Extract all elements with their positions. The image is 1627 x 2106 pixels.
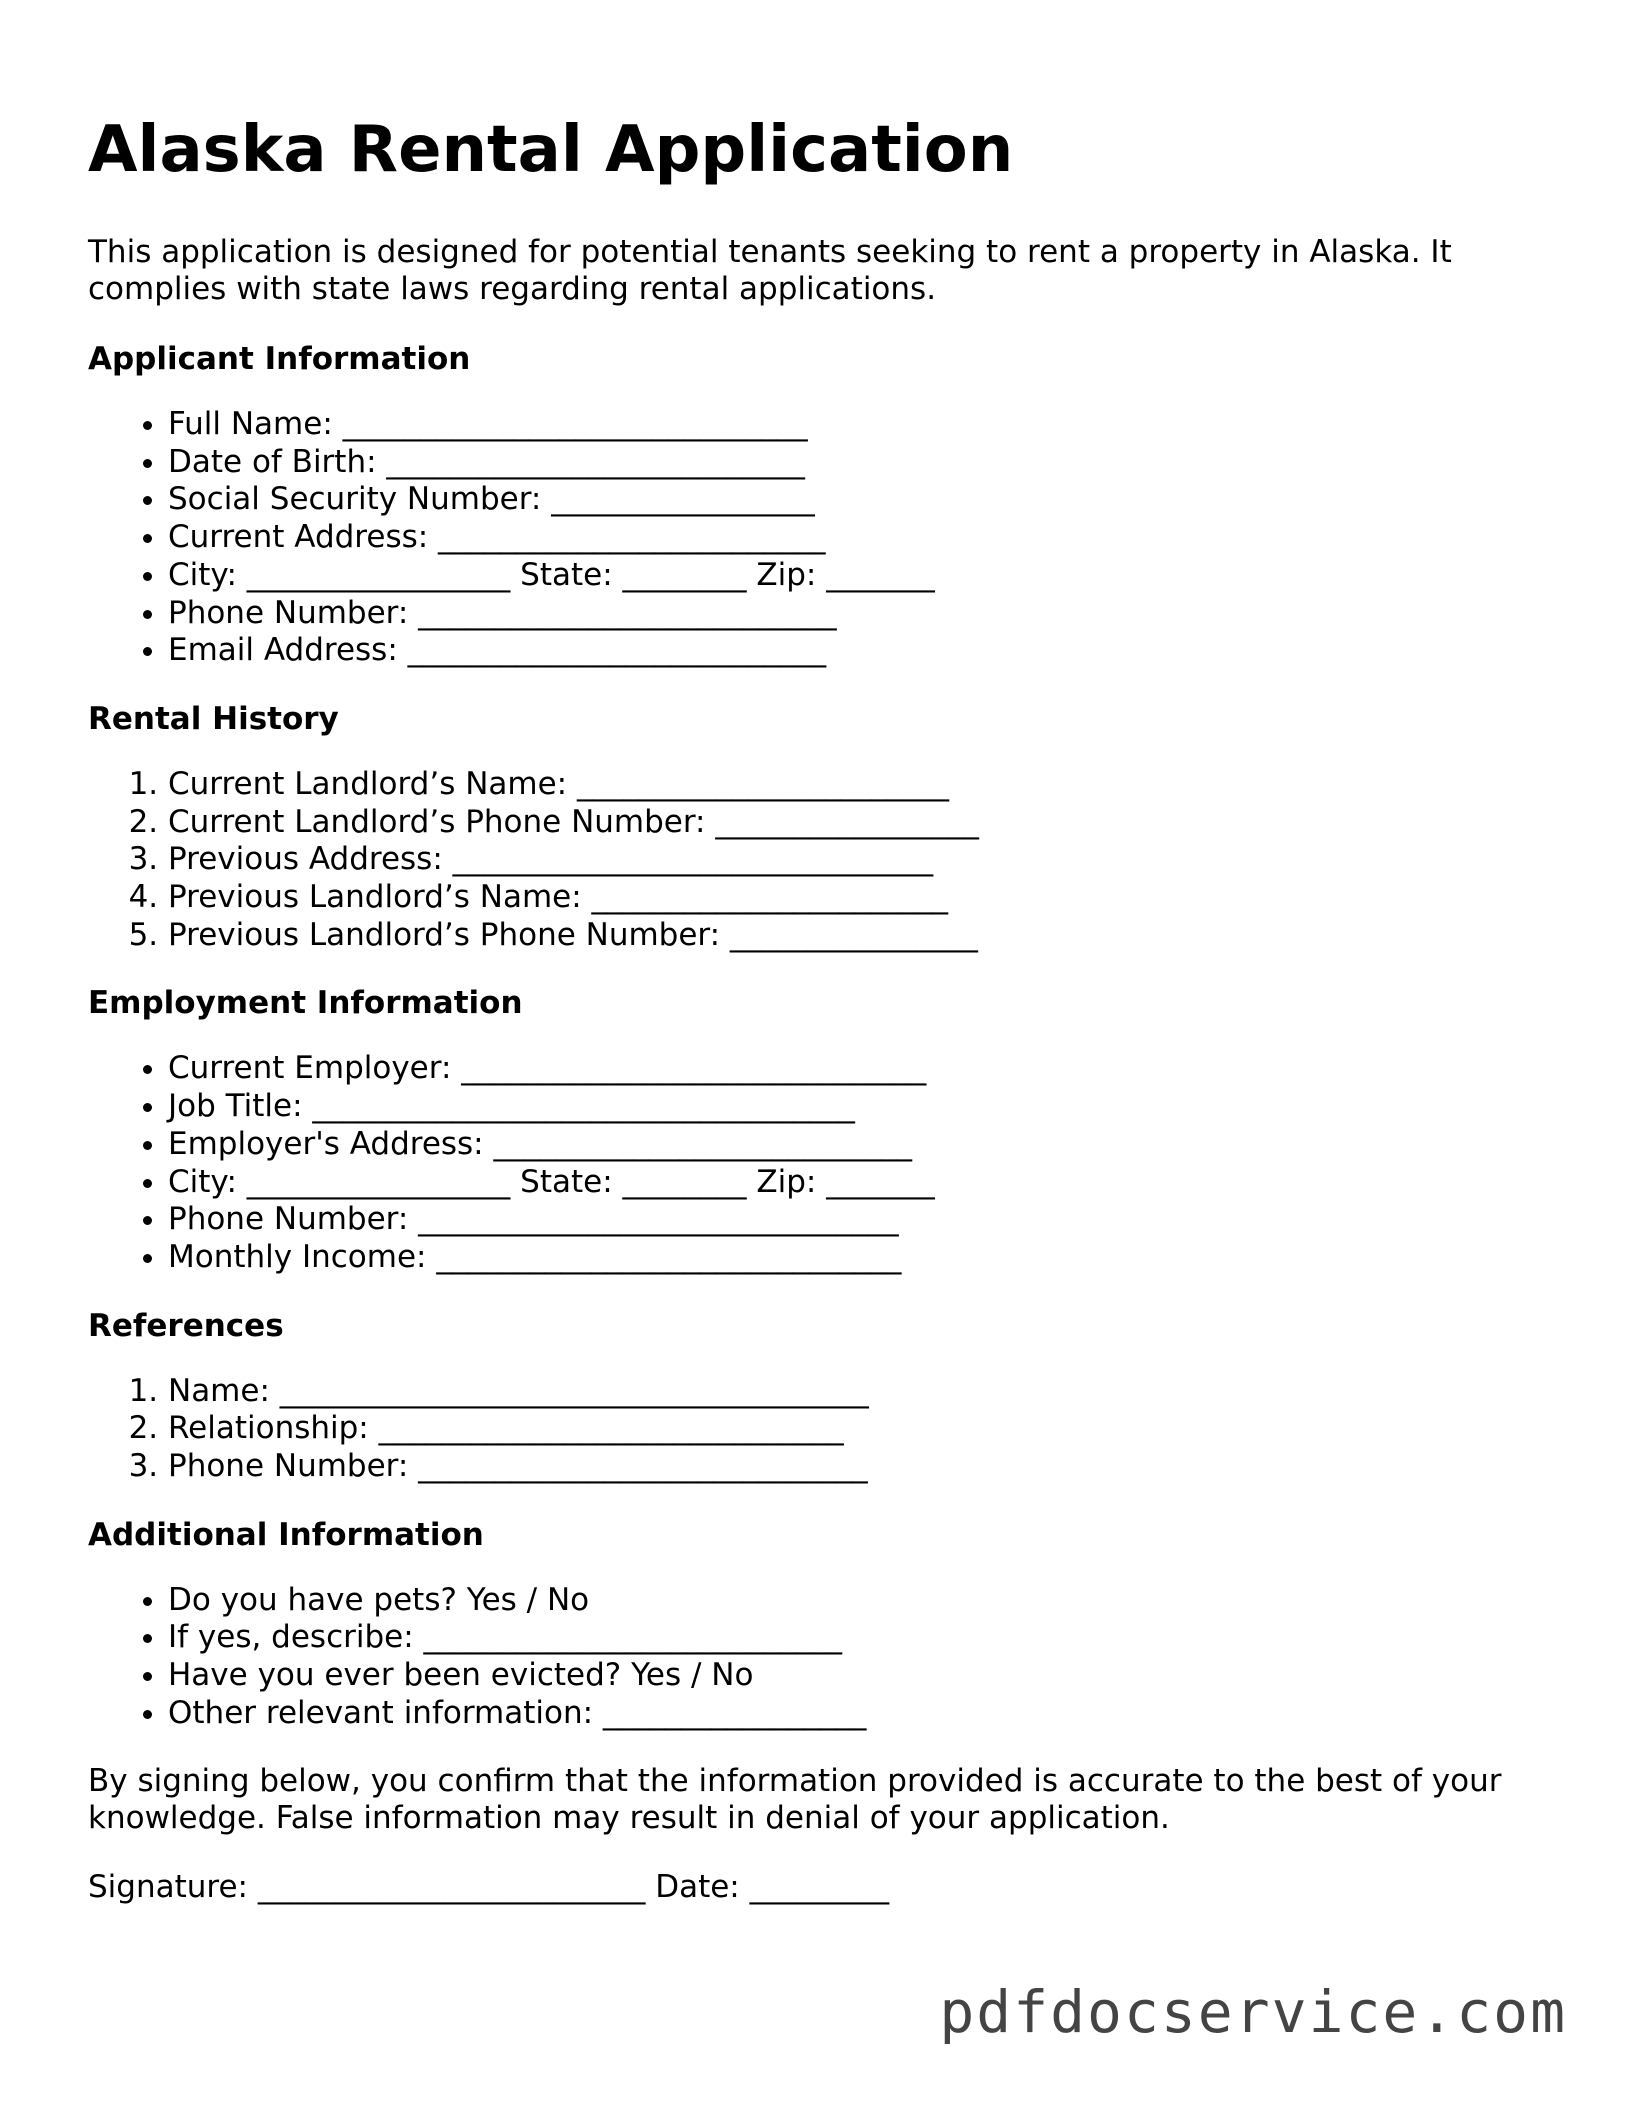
closing-paragraph: By signing below, you confirm that the information provided is accurate to the best of your knowledge. False information may result in denial of your application. [88,1762,1502,1836]
field-employer-phone[interactable]: • Phone Number: _______________________________ [168,1201,1568,1239]
field-job-title[interactable]: • Job Title: ___________________________________ [168,1088,1568,1126]
field-email-address[interactable]: • Email Address: ___________________________ [168,632,1568,670]
section-heading-references: References [88,1307,284,1344]
field-monthly-income[interactable]: • Monthly Income: ______________________________ [168,1239,1568,1277]
field-phone-number[interactable]: • Phone Number: ___________________________ [168,595,1568,633]
field-pets-describe[interactable]: • If yes, describe: ___________________________ [168,1619,1568,1657]
field-date-of-birth[interactable]: • Date of Birth: ___________________________ [168,444,1568,482]
employment-list [88,1050,1568,1276]
section-heading-applicant: Applicant Information [88,341,471,377]
watermark: pdfdocservice.com [939,1978,1567,2046]
field-pets[interactable]: • Do you have pets? Yes / No [168,1582,1568,1620]
field-previous-landlord-phone[interactable]: 5. Previous Landlord’s Phone Number: ________________ [168,917,1568,955]
page-title: Alaska Rental Application [88,113,1014,187]
field-reference-name[interactable]: 1. Name: ______________________________________ [168,1373,1568,1411]
field-other-info[interactable]: • Other relevant information: _________________ [168,1695,1568,1733]
field-current-address[interactable]: • Current Address: _________________________ [168,519,1568,557]
signature-date-line[interactable]: Signature: _________________________ Date: _________ [88,1868,890,1905]
field-employer-city-state-zip[interactable]: • City: _________________ State: ________ Zip: _______ [168,1164,1568,1202]
field-city-state-zip[interactable]: • City: _________________ State: ________ Zip: _______ [168,557,1568,595]
field-full-name[interactable]: • Full Name: ______________________________ [168,406,1568,444]
section-heading-rental-history: Rental History [88,700,339,737]
field-current-employer[interactable]: • Current Employer: ______________________________ [168,1050,1568,1088]
field-reference-relationship[interactable]: 2. Relationship: ______________________________ [168,1410,1568,1448]
field-employer-address[interactable]: • Employer's Address: ___________________________ [168,1126,1568,1164]
field-reference-phone[interactable]: 3. Phone Number: _____________________________ [168,1448,1568,1486]
document-page [88,108,1568,1906]
intro-paragraph: This application is designed for potential tenants seeking to rent a property in Alaska. It complies with state laws regarding rental applications. [88,234,1452,307]
applicant-list [88,406,1568,670]
field-ssn[interactable]: • Social Security Number: _________________ [168,481,1568,519]
field-current-landlord-name[interactable]: 1. Current Landlord’s Name: ________________________ [168,766,1568,804]
rental-history-list [88,766,1568,955]
references-list [88,1373,1568,1486]
section-heading-additional: Additional Information [88,1516,484,1553]
field-current-landlord-phone[interactable]: 2. Current Landlord’s Phone Number: _________________ [168,804,1568,842]
field-previous-landlord-name[interactable]: 4. Previous Landlord’s Name: _______________________ [168,879,1568,917]
field-evicted[interactable]: • Have you ever been evicted? Yes / No [168,1657,1568,1695]
field-previous-address[interactable]: 3. Previous Address: _______________________________ [168,841,1568,879]
additional-list [88,1582,1568,1733]
section-heading-employment: Employment Information [88,985,523,1022]
